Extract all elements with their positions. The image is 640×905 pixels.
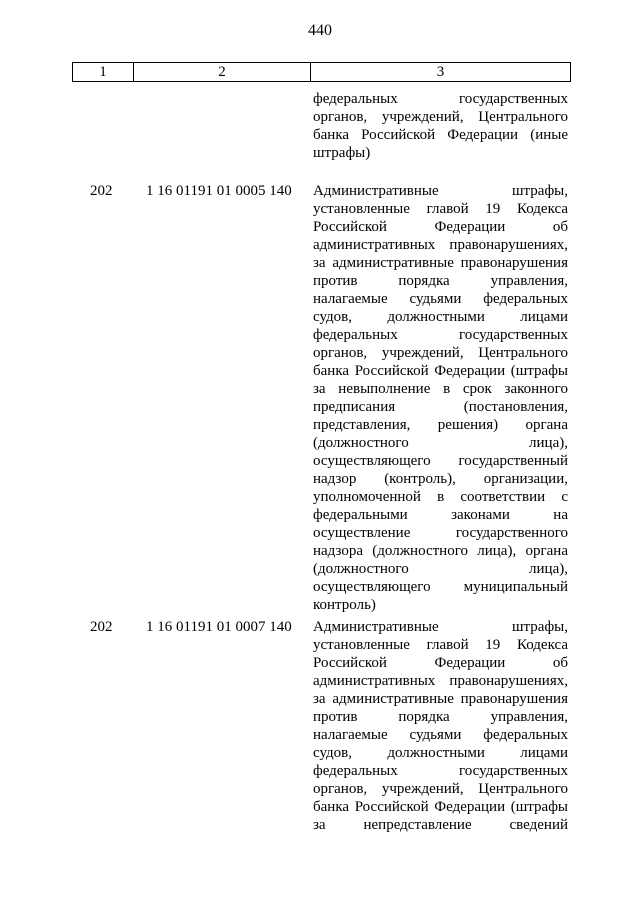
description-word: в bbox=[443, 381, 451, 397]
description-word: сведений bbox=[509, 817, 568, 833]
description-word: Центрального bbox=[478, 109, 568, 125]
description-line bbox=[313, 762, 568, 780]
row-code: 1 16 01191 01 0005 140 bbox=[146, 183, 292, 199]
description-word: судов, bbox=[313, 745, 352, 761]
description-line bbox=[313, 344, 568, 362]
column-header-2: 2 bbox=[134, 63, 311, 82]
row-number: 202 bbox=[90, 619, 113, 635]
description-line bbox=[313, 416, 568, 434]
description-word: (иные bbox=[530, 127, 568, 143]
description-line bbox=[313, 290, 568, 308]
description-line bbox=[313, 470, 568, 488]
description-line bbox=[313, 672, 568, 690]
description-word: федеральными bbox=[313, 507, 408, 523]
description-line bbox=[313, 326, 568, 344]
description-word: штрафы) bbox=[313, 145, 371, 161]
description-line bbox=[313, 578, 568, 596]
description-line bbox=[313, 524, 568, 542]
description-word: государственных bbox=[459, 327, 568, 343]
description-word: должностными bbox=[387, 309, 485, 325]
description-word: порядка bbox=[398, 273, 450, 289]
description-word: в bbox=[437, 489, 445, 505]
row-description bbox=[313, 618, 568, 834]
description-word: (штрафы bbox=[510, 799, 568, 815]
description-word: с bbox=[561, 489, 568, 505]
description-line bbox=[313, 254, 568, 272]
column-header-3: 3 bbox=[311, 63, 571, 82]
description-word: 19 bbox=[485, 637, 501, 653]
description-word: установленные bbox=[313, 637, 410, 653]
description-word: судов, bbox=[313, 309, 352, 325]
description-word: органов, bbox=[313, 781, 368, 797]
description-word: государственных bbox=[459, 763, 568, 779]
description-word: за bbox=[313, 817, 326, 833]
description-word: представления, bbox=[313, 417, 411, 433]
description-word: организации, bbox=[483, 471, 568, 487]
description-word: срок bbox=[462, 381, 492, 397]
description-word: Федерации bbox=[434, 799, 506, 815]
description-word: судьями bbox=[409, 727, 462, 743]
description-word: Центрального bbox=[478, 781, 568, 797]
description-line bbox=[313, 726, 568, 744]
description-word: главой bbox=[426, 637, 469, 653]
description-word: Центрального bbox=[478, 345, 568, 361]
description-word: осуществляющего bbox=[313, 453, 431, 469]
description-word: правонарушения bbox=[460, 691, 568, 707]
description-word: Российской bbox=[354, 363, 429, 379]
description-word: административные bbox=[332, 255, 454, 271]
description-word: за bbox=[313, 255, 326, 271]
row-number: 202 bbox=[90, 183, 113, 199]
description-line bbox=[313, 744, 568, 762]
description-word: федеральных bbox=[483, 727, 568, 743]
description-word: Административные bbox=[313, 619, 439, 635]
description-word: должностными bbox=[387, 745, 485, 761]
description-line bbox=[313, 618, 568, 636]
description-word: лицами bbox=[520, 309, 568, 325]
description-word: непредставление bbox=[363, 817, 472, 833]
description-line bbox=[313, 90, 568, 108]
description-line bbox=[313, 308, 568, 326]
page-number: 440 bbox=[308, 22, 332, 39]
description-word: органа bbox=[525, 417, 568, 433]
description-word: (должностного bbox=[313, 561, 409, 577]
description-line bbox=[313, 542, 568, 560]
description-word: лица), bbox=[477, 543, 517, 559]
description-line bbox=[313, 488, 568, 506]
description-word: законами bbox=[451, 507, 510, 523]
description-word: порядка bbox=[398, 709, 450, 725]
description-word: предписания bbox=[313, 399, 396, 415]
description-line bbox=[313, 380, 568, 398]
description-word: осуществление bbox=[313, 525, 411, 541]
description-word: Российской bbox=[313, 219, 387, 235]
description-word: административных bbox=[313, 237, 436, 253]
description-line bbox=[313, 126, 568, 144]
description-word: лица), bbox=[529, 435, 568, 451]
description-word: управления, bbox=[490, 273, 568, 289]
description-word: 19 bbox=[485, 201, 501, 217]
description-word: надзор bbox=[313, 471, 357, 487]
description-word: (постановления, bbox=[463, 399, 568, 415]
description-word: штрафы, bbox=[512, 183, 568, 199]
description-word: за bbox=[313, 691, 326, 707]
column-header-table bbox=[72, 62, 571, 82]
description-word: муниципальный bbox=[463, 579, 568, 595]
description-word: органов, bbox=[313, 345, 368, 361]
description-word: правонарушения bbox=[460, 255, 568, 271]
description-line bbox=[313, 452, 568, 470]
row-description bbox=[313, 182, 568, 614]
description-word: административные bbox=[332, 691, 454, 707]
description-word: (должностного bbox=[372, 543, 468, 559]
description-line bbox=[313, 182, 568, 200]
description-line bbox=[313, 690, 568, 708]
description-word: государственный bbox=[458, 453, 568, 469]
description-word: (штрафы bbox=[510, 363, 568, 379]
description-word: лицами bbox=[520, 745, 568, 761]
description-word: учреждений, bbox=[381, 109, 464, 125]
description-word: контроль) bbox=[313, 597, 376, 613]
description-word: Федерации bbox=[434, 363, 506, 379]
description-word: государственных bbox=[459, 91, 568, 107]
description-word: Федерации bbox=[434, 219, 506, 235]
description-word: правонарушениях, bbox=[449, 673, 568, 689]
description-word: учреждений, bbox=[381, 345, 464, 361]
description-word: федеральных bbox=[313, 763, 398, 779]
description-line bbox=[313, 596, 568, 614]
description-word: налагаемые bbox=[313, 727, 388, 743]
description-word: Российской bbox=[361, 127, 436, 143]
description-word: штрафы, bbox=[512, 619, 568, 635]
description-line bbox=[313, 654, 568, 672]
description-word: соответствии bbox=[460, 489, 546, 505]
description-word: решения) bbox=[437, 417, 499, 433]
description-word: против bbox=[313, 273, 358, 289]
description-word: (контроль), bbox=[384, 471, 456, 487]
description-word: Кодекса bbox=[516, 201, 568, 217]
description-word: банка bbox=[313, 127, 350, 143]
description-word: управления, bbox=[490, 709, 568, 725]
description-word: лица), bbox=[529, 561, 568, 577]
description-line bbox=[313, 144, 568, 162]
row-description bbox=[313, 90, 568, 162]
description-line bbox=[313, 780, 568, 798]
description-word: судьями bbox=[409, 291, 462, 307]
description-word: уполномоченной bbox=[313, 489, 421, 505]
row-code: 1 16 01191 01 0007 140 bbox=[146, 619, 292, 635]
description-word: об bbox=[552, 219, 568, 235]
description-word: установленные bbox=[313, 201, 410, 217]
description-word: административных bbox=[313, 673, 436, 689]
description-line bbox=[313, 218, 568, 236]
description-line bbox=[313, 636, 568, 654]
description-line bbox=[313, 798, 568, 816]
description-word: правонарушениях, bbox=[449, 237, 568, 253]
description-line bbox=[313, 108, 568, 126]
description-word: органов, bbox=[313, 109, 368, 125]
description-word: банка bbox=[313, 363, 350, 379]
description-word: об bbox=[552, 655, 568, 671]
description-word: осуществляющего bbox=[313, 579, 431, 595]
description-line bbox=[313, 236, 568, 254]
description-line bbox=[313, 434, 568, 452]
description-word: невыполнение bbox=[338, 381, 431, 397]
description-word: федеральных bbox=[483, 291, 568, 307]
description-line bbox=[313, 708, 568, 726]
description-line bbox=[313, 816, 568, 834]
description-line bbox=[313, 272, 568, 290]
description-word: против bbox=[313, 709, 358, 725]
description-word: главой bbox=[426, 201, 469, 217]
description-line bbox=[313, 560, 568, 578]
description-line bbox=[313, 398, 568, 416]
column-header-1: 1 bbox=[73, 63, 134, 82]
description-word: (должностного bbox=[313, 435, 409, 451]
description-word: Федерации bbox=[447, 127, 519, 143]
description-word: Российской bbox=[313, 655, 387, 671]
description-word: законного bbox=[504, 381, 568, 397]
description-line bbox=[313, 506, 568, 524]
description-word: надзора bbox=[313, 543, 363, 559]
description-word: государственного bbox=[455, 525, 568, 541]
description-word: органа bbox=[525, 543, 568, 559]
description-word: за bbox=[313, 381, 326, 397]
column-header-row bbox=[73, 63, 571, 82]
description-word: учреждений, bbox=[381, 781, 464, 797]
description-word: Российской bbox=[354, 799, 429, 815]
description-word: Административные bbox=[313, 183, 439, 199]
description-word: Кодекса bbox=[516, 637, 568, 653]
description-word: налагаемые bbox=[313, 291, 388, 307]
description-word: федеральных bbox=[313, 327, 398, 343]
description-line bbox=[313, 362, 568, 380]
description-word: банка bbox=[313, 799, 350, 815]
description-line bbox=[313, 200, 568, 218]
description-word: на bbox=[553, 507, 568, 523]
description-word: Федерации bbox=[434, 655, 506, 671]
description-word: федеральных bbox=[313, 91, 398, 107]
